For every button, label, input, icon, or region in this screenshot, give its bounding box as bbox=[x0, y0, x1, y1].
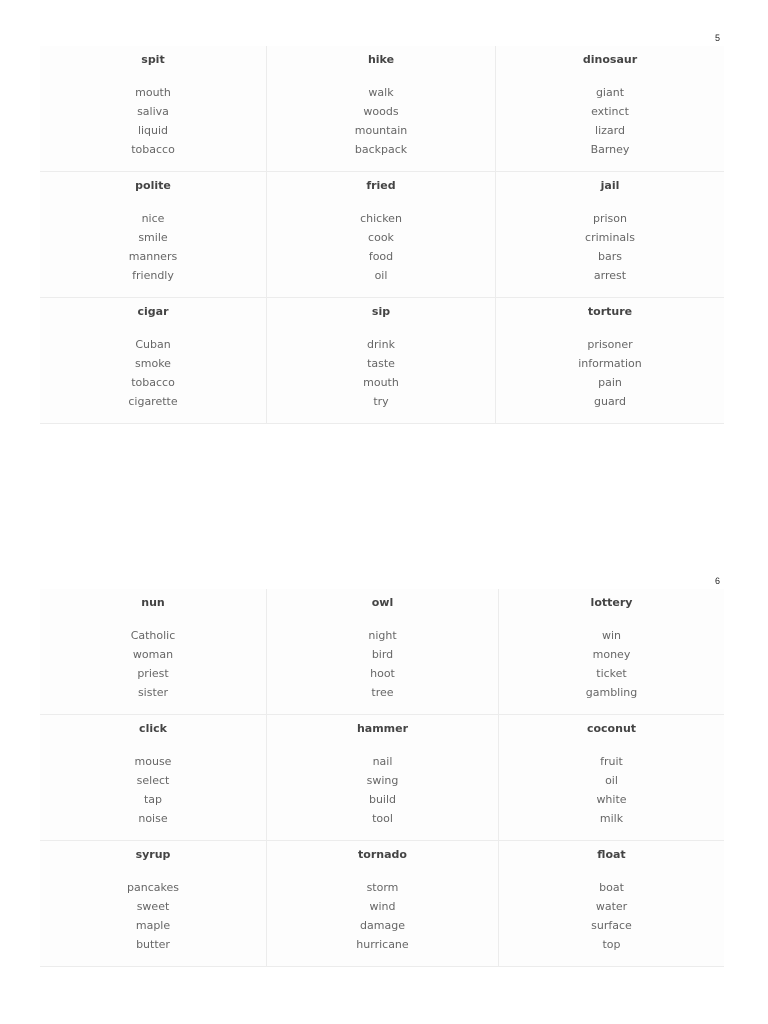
forbidden-word-list bbox=[499, 878, 724, 954]
forbidden-word: guard bbox=[593, 395, 626, 408]
forbidden-word: taste bbox=[367, 357, 395, 370]
forbidden-word: woods bbox=[363, 105, 399, 118]
forbidden-word: try bbox=[373, 395, 389, 408]
forbidden-word: smoke bbox=[135, 357, 171, 370]
card-title: hike bbox=[367, 53, 395, 66]
forbidden-word: criminals bbox=[585, 231, 635, 244]
forbidden-word: bars bbox=[598, 250, 622, 263]
card-title: nun bbox=[141, 596, 165, 609]
forbidden-word: cook bbox=[368, 231, 394, 244]
forbidden-word: mountain bbox=[354, 124, 408, 137]
card-title: spit bbox=[141, 53, 165, 66]
card-title: fried bbox=[366, 179, 396, 192]
forbidden-word: fruit bbox=[600, 755, 623, 768]
forbidden-word: mouth bbox=[363, 376, 399, 389]
forbidden-word: backpack bbox=[354, 143, 408, 156]
word-card bbox=[267, 46, 496, 172]
forbidden-word: tobacco bbox=[131, 143, 175, 156]
forbidden-word: oil bbox=[374, 269, 388, 282]
card-title: syrup bbox=[135, 848, 171, 861]
forbidden-word-list bbox=[267, 878, 498, 954]
word-card bbox=[267, 298, 496, 424]
forbidden-word: tree bbox=[371, 686, 394, 699]
forbidden-word: pancakes bbox=[127, 881, 179, 894]
forbidden-word-list bbox=[267, 209, 495, 285]
forbidden-word: Catholic bbox=[130, 629, 176, 642]
forbidden-word: giant bbox=[595, 86, 625, 99]
forbidden-word: swing bbox=[366, 774, 399, 787]
word-card bbox=[267, 715, 499, 841]
word-card bbox=[40, 46, 267, 172]
forbidden-word: Barney bbox=[590, 143, 630, 156]
forbidden-word-list bbox=[499, 752, 724, 828]
forbidden-word-list bbox=[40, 752, 266, 828]
forbidden-word: walk bbox=[368, 86, 394, 99]
forbidden-word: information bbox=[578, 357, 642, 370]
card-title: float bbox=[597, 848, 626, 861]
forbidden-word: pain bbox=[598, 376, 622, 389]
card-title: jail bbox=[600, 179, 620, 192]
forbidden-word-list bbox=[496, 83, 724, 159]
forbidden-word: prisoner bbox=[587, 338, 633, 351]
forbidden-word: top bbox=[602, 938, 621, 951]
word-card bbox=[499, 715, 724, 841]
forbidden-word-list bbox=[40, 209, 266, 285]
forbidden-word-list bbox=[40, 878, 266, 954]
forbidden-word: liquid bbox=[137, 124, 169, 137]
forbidden-word: manners bbox=[128, 250, 178, 263]
forbidden-word: butter bbox=[136, 938, 170, 951]
forbidden-word: prison bbox=[593, 212, 627, 225]
word-card bbox=[40, 589, 267, 715]
forbidden-word: noise bbox=[138, 812, 168, 825]
forbidden-word: cigarette bbox=[128, 395, 178, 408]
card-title: cigar bbox=[137, 305, 169, 318]
word-card bbox=[267, 841, 499, 967]
forbidden-word: smile bbox=[138, 231, 168, 244]
forbidden-word: tool bbox=[372, 812, 393, 825]
forbidden-word: mouse bbox=[134, 755, 172, 768]
forbidden-word: milk bbox=[599, 812, 624, 825]
word-card bbox=[40, 172, 267, 298]
forbidden-word-list bbox=[496, 335, 724, 411]
forbidden-word-list bbox=[499, 626, 724, 702]
page-number: 5 bbox=[715, 33, 721, 43]
forbidden-word: water bbox=[595, 900, 628, 913]
forbidden-word: tobacco bbox=[131, 376, 175, 389]
forbidden-word-list bbox=[267, 626, 498, 702]
forbidden-word: friendly bbox=[132, 269, 174, 282]
forbidden-word: surface bbox=[591, 919, 632, 932]
forbidden-word: sweet bbox=[136, 900, 170, 913]
forbidden-word: hoot bbox=[370, 667, 395, 680]
word-card bbox=[496, 172, 724, 298]
forbidden-word: money bbox=[592, 648, 631, 661]
forbidden-word-list bbox=[267, 83, 495, 159]
forbidden-word: storm bbox=[366, 881, 399, 894]
forbidden-word: maple bbox=[135, 919, 171, 932]
forbidden-word-list bbox=[40, 626, 266, 702]
forbidden-word: white bbox=[596, 793, 627, 806]
forbidden-word: chicken bbox=[360, 212, 402, 225]
word-card bbox=[267, 172, 496, 298]
card-title: torture bbox=[587, 305, 633, 318]
card-title: owl bbox=[371, 596, 394, 609]
forbidden-word: food bbox=[368, 250, 394, 263]
card-title: coconut bbox=[586, 722, 637, 735]
forbidden-word: night bbox=[368, 629, 397, 642]
word-card bbox=[499, 841, 724, 967]
word-card bbox=[499, 589, 724, 715]
word-card bbox=[267, 589, 499, 715]
forbidden-word: select bbox=[136, 774, 170, 787]
card-title: polite bbox=[135, 179, 171, 192]
card-title: click bbox=[139, 722, 167, 735]
forbidden-word: build bbox=[368, 793, 397, 806]
card-sheet bbox=[40, 589, 724, 967]
forbidden-word: Cuban bbox=[135, 338, 171, 351]
word-card bbox=[40, 715, 267, 841]
forbidden-word: drink bbox=[367, 338, 395, 351]
forbidden-word-list bbox=[267, 335, 495, 411]
forbidden-word: nail bbox=[372, 755, 393, 768]
card-title: lottery bbox=[590, 596, 633, 609]
forbidden-word-list bbox=[496, 209, 724, 285]
forbidden-word: bird bbox=[371, 648, 394, 661]
forbidden-word: priest bbox=[137, 667, 169, 680]
card-title: hammer bbox=[356, 722, 409, 735]
card-sheet bbox=[40, 46, 724, 424]
forbidden-word: tap bbox=[143, 793, 163, 806]
forbidden-word: lizard bbox=[595, 124, 625, 137]
card-title: tornado bbox=[358, 848, 407, 861]
card-title: sip bbox=[371, 305, 391, 318]
forbidden-word: wind bbox=[369, 900, 396, 913]
forbidden-word: woman bbox=[132, 648, 174, 661]
forbidden-word: oil bbox=[605, 774, 618, 787]
word-card bbox=[40, 298, 267, 424]
word-card bbox=[496, 46, 724, 172]
page-number: 6 bbox=[715, 576, 721, 586]
forbidden-word-list bbox=[40, 83, 266, 159]
forbidden-word-list bbox=[267, 752, 498, 828]
forbidden-word: mouth bbox=[135, 86, 171, 99]
forbidden-word: ticket bbox=[596, 667, 627, 680]
forbidden-word: sister bbox=[137, 686, 169, 699]
forbidden-word: damage bbox=[360, 919, 405, 932]
forbidden-word: arrest bbox=[593, 269, 627, 282]
forbidden-word: saliva bbox=[137, 105, 169, 118]
forbidden-word: hurricane bbox=[356, 938, 409, 951]
forbidden-word: win bbox=[601, 629, 622, 642]
word-card bbox=[496, 298, 724, 424]
forbidden-word-list bbox=[40, 335, 266, 411]
forbidden-word: boat bbox=[599, 881, 624, 894]
forbidden-word: nice bbox=[141, 212, 165, 225]
forbidden-word: gambling bbox=[585, 686, 638, 699]
word-card bbox=[40, 841, 267, 967]
forbidden-word: extinct bbox=[591, 105, 629, 118]
card-title: dinosaur bbox=[582, 53, 638, 66]
